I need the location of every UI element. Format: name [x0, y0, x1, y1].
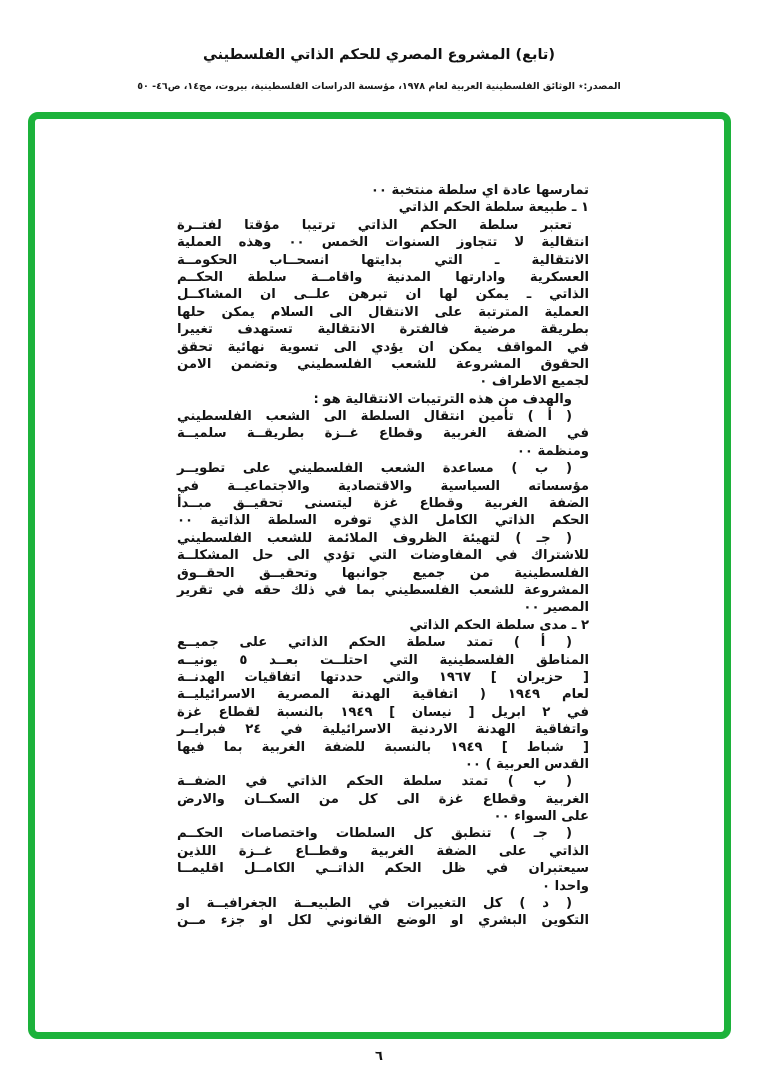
text-line: في الضفة الغربية وقطاع غــزة بطريقــة سلميــة: [177, 426, 589, 442]
text-line: واحدا ٠: [541, 878, 589, 894]
text-line: ومنظمة ٠٠: [516, 443, 589, 459]
text-line: الغربية وقطاع غزة الى كل من السكــان والارض: [177, 791, 589, 807]
text-line: لجميع الاطراف ٠: [479, 374, 589, 390]
text-line: في ٢ ابريل [ نيسان ] ١٩٤٩ بالنسبة لقطاع غزة: [177, 704, 590, 720]
text-line: العملية المترتبة على الانتقال الى السلام يمكن حلها: [177, 304, 589, 320]
document-lines: [177, 182, 589, 930]
text-line: واتفاقية الهدنة الاردنية الاسرائيلية في ٢٤ فبرايــر: [177, 722, 589, 738]
text-line: ( جـ ) لتهيئة الظروف الملائمة للشعب الفلسطيني: [177, 530, 572, 546]
text-line: القدس العربية ) ٠٠: [464, 756, 589, 772]
document-title: (تابع) المشروع المصري للحكم الذاتي الفلسطيني: [203, 47, 555, 63]
text-line: انتقالية لا تتجاوز السنوات الخمس ٠٠ وهذه العملية: [177, 235, 589, 251]
text-line: للاشتراك في المفاوضات التي تؤدي الى حل المشكلــة: [177, 548, 589, 564]
text-line: تعتبر سلطة الحكم الذاتي ترتيبا مؤقتا لفتــرة: [177, 217, 572, 233]
text-line: ( جـ ) تنطبق كل السلطات واختصاصات الحكــم: [177, 826, 572, 842]
text-line: ( د ) كل التغييرات في الطبيعــة الجغرافيــة او: [177, 896, 572, 912]
text-line: الحقوق المشروعة للشعب الفلسطيني وتضمن الامن: [177, 356, 589, 372]
section-heading: ٢ ـ مدى سلطة الحكم الذاتي: [409, 617, 589, 633]
text-line: الذاتي على الضفة الغربية وقطــاع غــزة اللذين: [177, 843, 589, 859]
text-line: على السواء ٠٠: [493, 809, 589, 825]
text-line: المشروعة للشعب الفلسطيني بما في ذلك حقه في تقرير: [177, 582, 589, 598]
text-line: [ حزيران ] ١٩٦٧ والتي حددتها اتفاقيات الهدنــة: [177, 669, 590, 685]
text-line: لعام ١٩٤٩ ( اتفاقية الهدنة المصرية الاسرائيليــة: [177, 687, 590, 703]
document-source-citation: المصدر:٭ الوثائق الفلسطينية العربية لعام ١٩٧٨، مؤسسة الدراسات الفلسطينية، بيروت، مج١٤، ص٤٦- ٥٠: [137, 81, 621, 92]
text-line: تمارسها عادة اي سلطة منتخبة ٠٠: [370, 183, 589, 198]
text-line: ( أ ) تأمين انتقال السلطة الى الشعب الفلسطيني: [177, 409, 572, 425]
text-line: ( ب ) مساعدة الشعب الفلسطيني على تطويــر: [177, 461, 572, 477]
text-line: المناطق الفلسطينية التي احتلــت بعــد ٥ يونيــه: [177, 652, 589, 668]
text-line: الذاتي ـ يمكن لها ان تبرهن علــى ان المشاكــل: [177, 287, 589, 303]
section-heading: ١ ـ طبيعة سلطة الحكم الذاتي: [398, 200, 589, 216]
text-line: العسكرية وادارتها المدنية واقامــة سلطة الحكــم: [177, 269, 589, 285]
text-line: مؤسساته السياسية والاقتصادية والاجتماعيــة في: [177, 478, 589, 494]
text-line: [ شباط ] ١٩٤٩ بالنسبة للضفة الغربية بما فيها: [177, 739, 590, 755]
page-number: ٦: [375, 1049, 383, 1064]
text-line: ( ب ) تمتد سلطة الحكم الذاتي في الضفــة: [177, 774, 572, 790]
text-line: ( أ ) تمتد سلطة الحكم الذاتي على جميــع: [177, 635, 572, 651]
text-line: التكوين البشري او الوضع القانوني لكل او جزء مــن: [177, 913, 589, 929]
text-line: سيعتبران في ظل الحكم الذاتــي الكامــل اقليمــا: [177, 861, 589, 877]
text-line: بطريقة مرضية فالفترة الانتقالية تستهدف تغييرا: [177, 322, 589, 338]
text-line: في المواقف يمكن ان يؤدي الى تسوية نهائية تحقق: [177, 339, 589, 355]
text-line: الحكم الذاتي الكامل الذي توفره السلطة الذاتية ٠٠: [177, 513, 589, 529]
text-line: والهدف من هذه الترتيبات الانتقالية هو :: [313, 391, 572, 407]
text-line: الفلسطينية من جميع جوانبها وتحقيــق الحقــوق: [177, 565, 589, 581]
text-line: الانتقالية ـ التي بدايتها انسحــاب الحكومــة: [177, 252, 589, 268]
text-line: المصير ٠٠: [523, 600, 589, 616]
text-line: الضفة الغربية وقطاع غزة ليتسنى تحقيــق مبــدأ: [177, 496, 589, 512]
